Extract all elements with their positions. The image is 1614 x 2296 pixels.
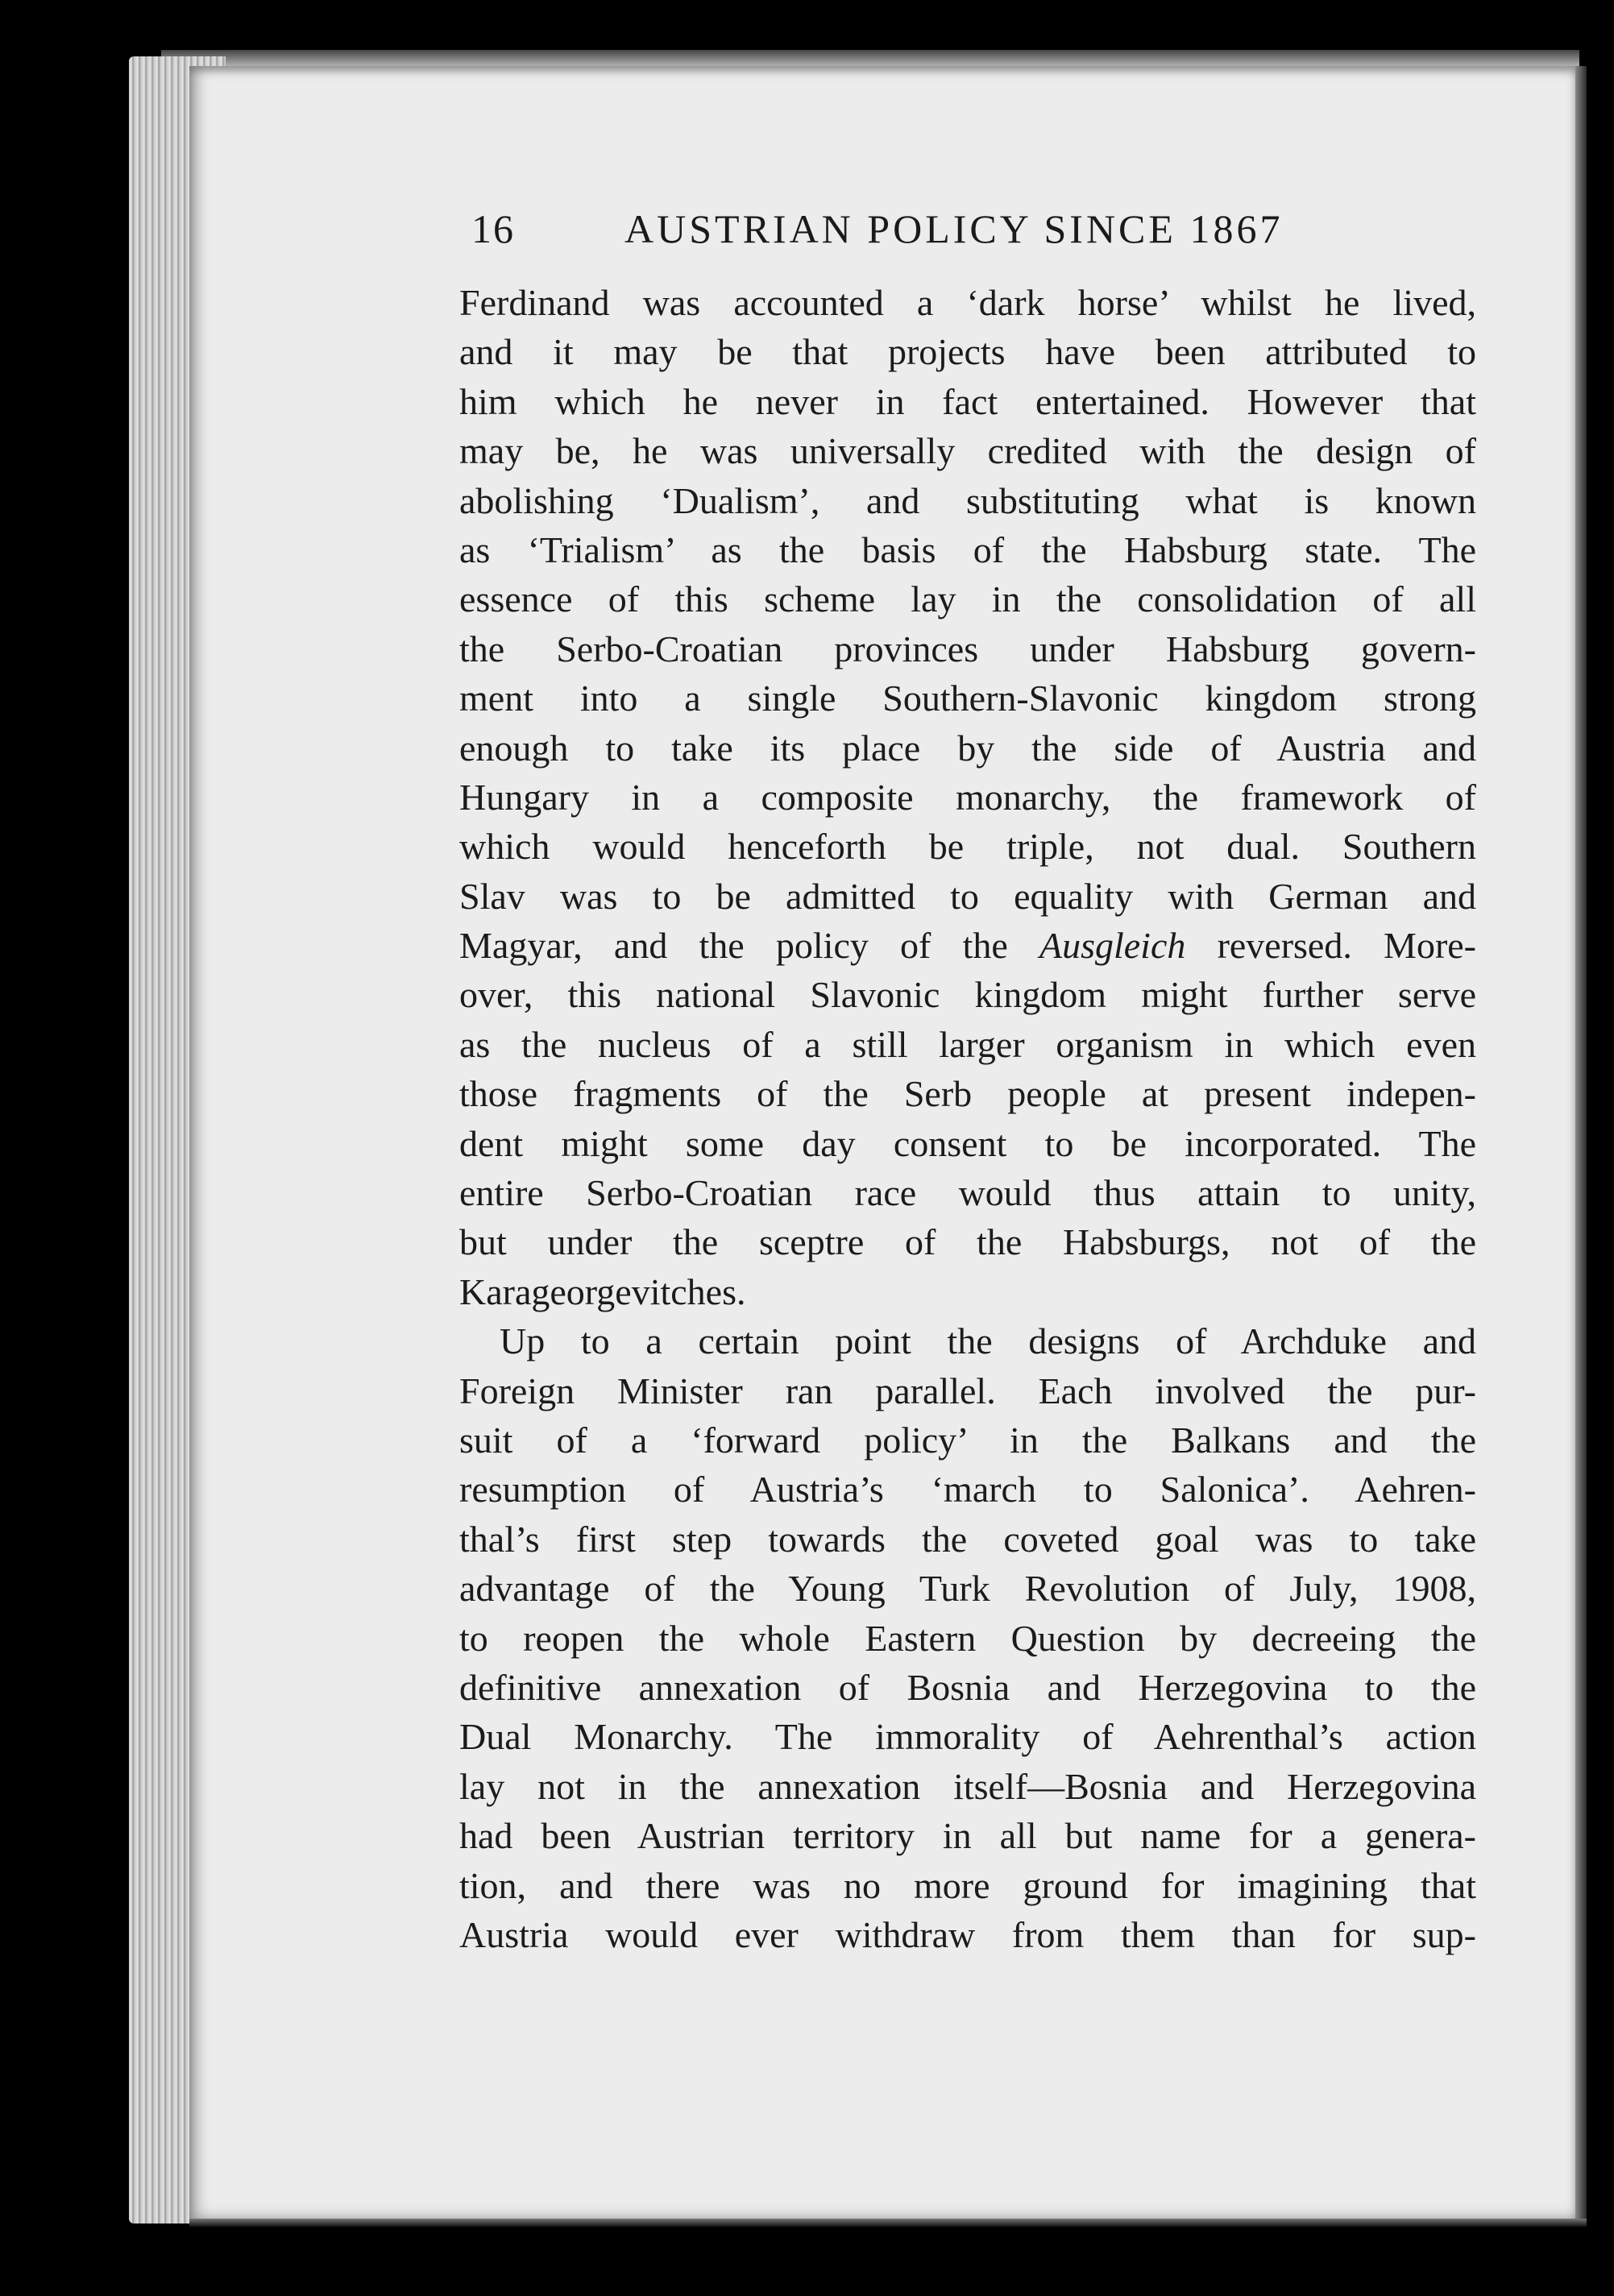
text-line: to reopen the whole Eastern Question by decreeing the bbox=[459, 1617, 1476, 1659]
text-line: but under the sceptre of the Habsburgs, not of the bbox=[459, 1221, 1476, 1263]
running-title: AUSTRIAN POLICY SINCE 1867 bbox=[624, 206, 1284, 251]
text-line: Magyar, and the policy of the Ausgleich reversed. More- bbox=[459, 925, 1476, 967]
text-line: suit of a ‘forward policy’ in the Balkans and the bbox=[459, 1419, 1476, 1461]
page-header bbox=[471, 205, 1471, 262]
text-line: those fragments of the Serb people at present indepen- bbox=[459, 1073, 1476, 1115]
text-line: Ferdinand was accounted a ‘dark horse’ whilst he lived, bbox=[459, 282, 1476, 323]
text-line: Slav was to be admitted to equality with German and bbox=[459, 875, 1476, 917]
text-line: ment into a single Southern-Slavonic kingdom strong bbox=[459, 678, 1476, 719]
text-line: Hungary in a composite monarchy, the framework of bbox=[459, 776, 1476, 818]
text-line: Austria would ever withdraw from them than for sup- bbox=[459, 1913, 1476, 1955]
text-line: Foreign Minister ran parallel. Each involved the pur- bbox=[459, 1370, 1476, 1411]
text-line: entire Serbo-Croatian race would thus attain to unity, bbox=[459, 1172, 1476, 1214]
text-line: and it may be that projects have been attributed to bbox=[459, 331, 1476, 373]
text-line: advantage of the Young Turk Revolution of July, 1908, bbox=[459, 1568, 1476, 1610]
page-right-edge bbox=[1575, 66, 1587, 2219]
text-line: definitive annexation of Bosnia and Herzegovina to the bbox=[459, 1666, 1476, 1708]
italic-term: Ausgleich bbox=[1039, 925, 1186, 967]
text-line: dent might some day consent to be incorporated. The bbox=[459, 1122, 1476, 1164]
text-line: over, this national Slavonic kingdom might further serve bbox=[459, 974, 1476, 1016]
page-number: 16 bbox=[471, 206, 515, 251]
text-line: the Serbo-Croatian provinces under Habsburg govern- bbox=[459, 628, 1476, 669]
text-line: thal’s first step towards the coveted goal was to take bbox=[459, 1518, 1476, 1560]
text-line: enough to take its place by the side of Austria and bbox=[459, 727, 1476, 769]
text-line: as ‘Trialism’ as the basis of the Habsburg state. The bbox=[459, 528, 1476, 570]
text-line: lay not in the annexation itself—Bosnia and Herzegovina bbox=[459, 1765, 1476, 1807]
text-line: abolishing ‘Dualism’, and substituting what is known bbox=[459, 479, 1476, 521]
text-line: Up to a certain point the designs of Archduke and bbox=[500, 1320, 1476, 1362]
text-line: as the nucleus of a still larger organism in which even bbox=[459, 1023, 1476, 1065]
text-line: essence of this scheme lay in the consolidation of all bbox=[459, 578, 1476, 620]
page-bottom-edge bbox=[189, 2219, 1587, 2227]
text-line: had been Austrian territory in all but name for a genera- bbox=[459, 1815, 1476, 1857]
text-line: him which he never in fact entertained. However that bbox=[459, 380, 1476, 422]
text-line: which would henceforth be triple, not dual. Southern bbox=[459, 826, 1476, 868]
text-line: Karageorgevitches. bbox=[459, 1270, 746, 1312]
text-line: may be, he was universally credited with the design of bbox=[459, 430, 1476, 472]
text-line: tion, and there was no more ground for imagining that bbox=[459, 1864, 1476, 1906]
page-top-shadow bbox=[161, 50, 1579, 68]
body-text bbox=[459, 278, 1476, 1959]
text-line: resumption of Austria’s ‘march to Salonica’. Aehren- bbox=[459, 1469, 1476, 1511]
text-line: Dual Monarchy. The immorality of Aehrenthal’s action bbox=[459, 1716, 1476, 1758]
